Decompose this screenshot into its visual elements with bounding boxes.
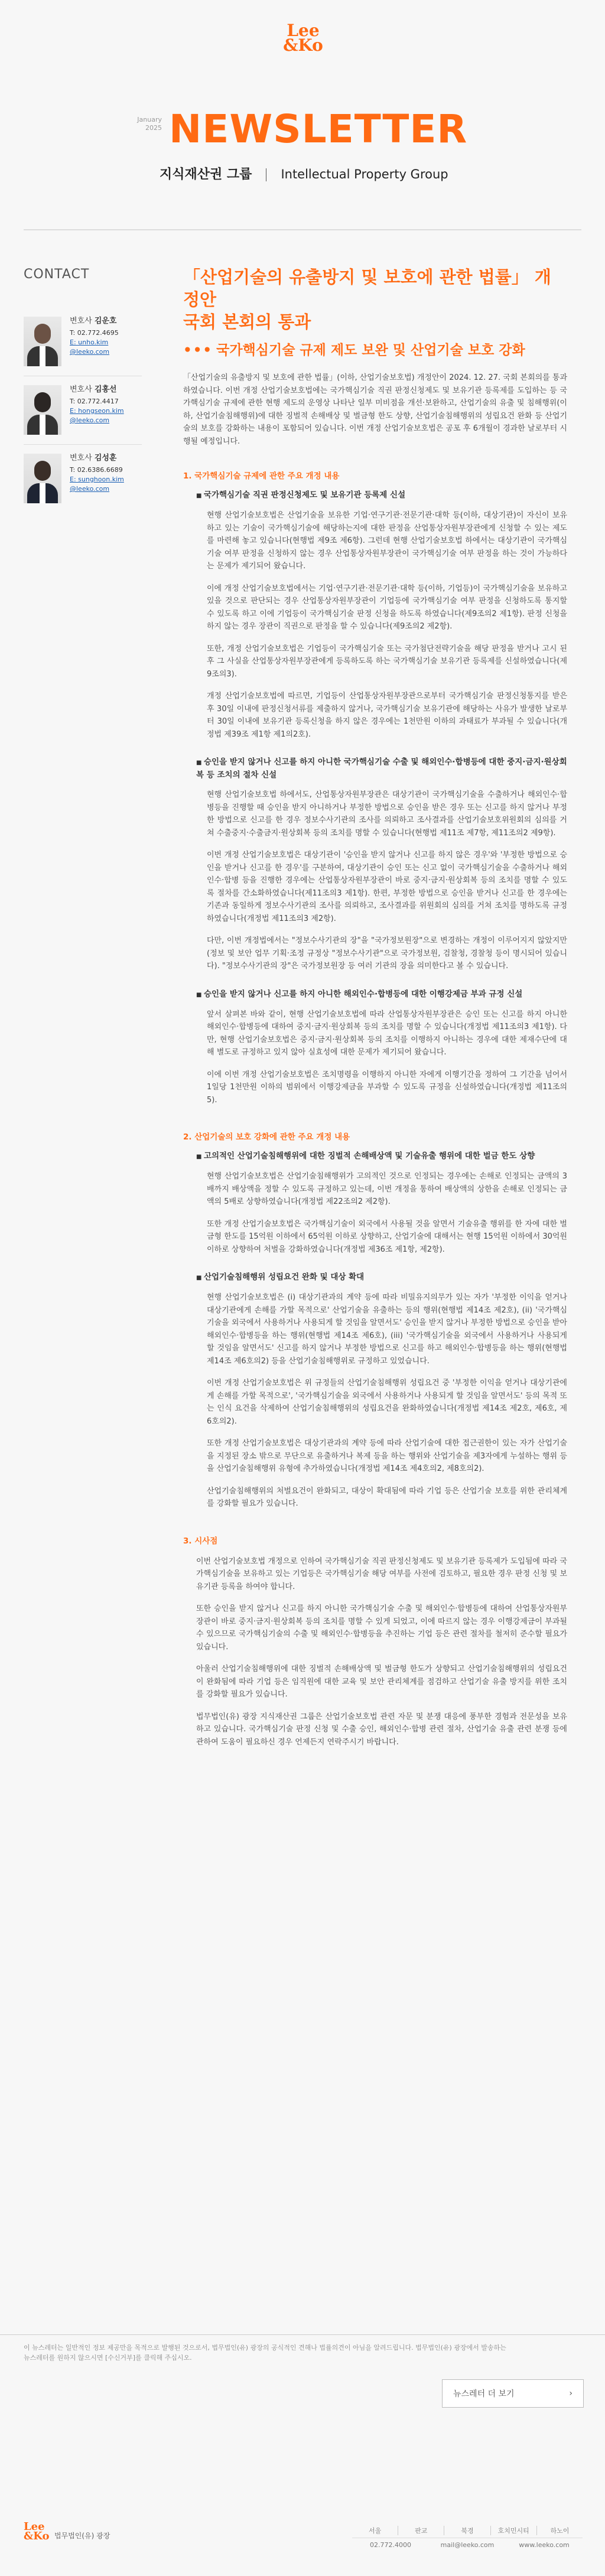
section-heading: 3. 시사점: [183, 1536, 218, 1546]
article-subheadline: ••• 국가핵심기술 규제 제도 보완 및 산업기술 보호 강화: [183, 343, 525, 358]
lawyer-email-link[interactable]: E: sunghoon.kim: [70, 476, 124, 483]
header-divider: [24, 229, 581, 230]
lawyer-photo: [24, 317, 61, 366]
footer-logo[interactable]: Lee &Ko: [24, 2520, 50, 2542]
issue-date: January 2025: [137, 116, 162, 132]
bullet-heading: ■ 고의적인 산업기술침해행위에 대한 징벌적 손해배상액 및 기술유출 행위에 대한 벌금 한도 상향: [196, 1150, 567, 1163]
footer-contacts: [352, 2541, 583, 2549]
section-heading: 2. 산업기술의 보호 강화에 관한 주요 개정 내용: [183, 1132, 350, 1142]
newsletter-page: Lee &Ko January 2025 NEWSLETTER 지식재산권 그룹 Intellectual Property Group CONTACT 변호사 김운호 T: 02.772.4695 E: unho.kim @leeko.com 변호사 김홍선 T: 02.772.4417 E: hongseon.kim @leeko.com 변호사 김성훈 T: 02.6386.6689 E: sunghoon.kim @leeko.com 「산업기술의 유출방지 및 보호에 관한 법률」 개정안 국회 본회의 통과 ••• 국가핵심기술 규제 제도 보완 및 산업기술 보호 강화 「산업기술의 유출방지 및 보호에 관한 법률」(이하, 산업기술보호법) 개정안이 2024. 12. 27. 국회 본회의를 통과하였습니다. 이번 개정 산업기술보호법에는 국가핵심기술 직권 판정신청제도 및 보유기관 등록제를 도입하는 등 국가핵심기술 규제에 관한 현행 제도의 운영상 나타난 일부 미비점을 개선·보완하고, 산업기술의 유출 및 침해행위(이하, 산업기술침해행위)에 대한 징벌적 손해배상 및 벌금형 한도 상향, 산업기술침해행위의 성립요건 완화 등 산업기술의 보호를 강화하는 내용이 포함되어 있습니다. 이번 개정 산업기술보호법은 공포 후 6개월이 경과한 날로부터 시행될 예정입니다. 1. 국가핵심기술 규제에 관한 주요 개정 내용 ■ 국가핵심기술 직권 판정신청제도 및 보유기관 등록제 신설 현행 산업기술보호법은 산업기술을 보유한 기업·연구기관·전문기관·대학 등(이하, 대상기관)이 자신이 보유하고 있는 기술이 국가핵심기술에 해당하는지에 대한 판정을 산업통상자원부장관에게 신청할 수 있는 제도를 마련해 놓고 있습니다(현행법 제9조 제6항). 그런데 현행 산업기술보호법 하에서는 대상기관이 국가핵심기술 여부 판정을 신청하지 않는 경우 산업통상자원부장관이 국가핵심기술 여부 판정을 하는 것이 가능하다는 문제가 제기되어 왔습니다. 이에 개정 산업기술보호법에서는 기업·연구기관·전문기관·대학 등(이하, 기업등)이 국가핵심기술을 보유하고 있을 것으로 판단되는 경우 산업통상자원부장관이 기업등에 국가핵심기술 여부 판정을 신청하도록 통지할 수 있도록 하고 이에 기업등이 국가핵심기술 판정 신청을 하도록 하였습니다(제9조의2 제1항). 판정 신청을 하지 않는 경우 장관이 직권으로 판정을 할 수 있습니다(제9조의2 제2항). 또한, 개정 산업기술보호법은 기업등이 국가핵심기술 또는 국가첨단전략기술을 해당 판정을 받거나 고시 된 후 그 사실을 산업통상자원부장관에게 등록하도록 하는 국가핵심기술 보유기관 등록제를 신설하였습니다(제9조의3). 개정 산업기술보호법에 따르면, 기업등이 산업통상자원부장관으로부터 국가핵심기술 판정신청통지를 받은 후 30일 이내에 판정신청서류를 제출하지 않거나, 국가핵심기술 보유기관에 해당하는 사유가 발생한 날로부터 30일 이내에 보유기관 등록신청을 하지 않은 경우에는 1천만원 이하의 과태료가 부과될 수 있습니다(개정법 제39조 제1항 제1의2호). ■ 승인을 받지 않거나 신고를 하지 아니한 국가핵심기술 수출 및 해외인수·합병등에 대한 중지·금지·원상회복 등 조치의 절차 신설 현행 산업기술보호법 하에서도, 산업통상자원부장관은 대상기관이 국가핵심기술을 수출하거나 해외인수·합병등을 진행할 때 승인을 받지 아니하거나 부정한 방법으로 승인을 받은 경우 또는 신고를 하지 않거나 부정한 방법으로 신고를 한 경우 정보수사기관의 조사를 의뢰하고 조사결과를 산업기술보호위원회의 심의를 거쳐 수출중지·수출금지·원상회복 등의 조치를 명할 수 있습니다(현행법 제11조 제7항, 제11조의2 제9항). 이번 개정 산업기술보호법은 대상기관이 '승인을 받지 않거나 신고를 하지 않은 경우'와 '부정한 방법으로 승인을 받거나 신고를 한 경우'를 구분하여, 대상기관이 승인 또는 신고 없이 국가핵심기술을 수출하거나 해외인수·합병 등을 진행한 경우에는 산업통상자원부장관이 바로 중지·금지·원상회복 등의 조치를 명할 수 있도록 절차를 간소화하였습니다(제11조의3 제1항). 한편, 부정한 방법으로 승인을 받거나 신고를 한 경우에는 기존과 동일하게 정보수사기관의 조사를 의뢰하고, 조사결과를 위원회의 심의를 거쳐 조치를 명하도록 규정하였습니다(개정법 제11조의3 제2항). 다만, 이번 개정법에서는 "정보수사기관의 장"을 "국가정보원장"으로 변경하는 개정이 이루어지지 않았지만(정보 및 보안 업무 기획·조정 규정상 "정보수사기관"으로 국가정보원, 검찰청, 경찰청 등이 명시되어 있습니다). "정보수사기관의 장"은 국가정보원장 등 여러 기관의 장을 의미한다고 볼 수 있습니다. ■ 승인을 받지 않거나 신고를 하지 아니한 해외인수·합병등에 대한 이행강제금 부과 규정 신설 앞서 살펴본 바와 같이, 현행 산업기술보호법에 따라 산업통상자원부장관은 승인 또는 신고를 하지 아니한 해외인수·합병등에 대하여 중지·금지·원상회복 등의 조치를 명할 수 있습니다(개정법 제11조의3 제1항). 다만, 현행 산업기술보호법은 중지·금지·원상회복 등의 조치를 이행하지 아니하는 경우에 대한 제재수단에 대해 별도로 규정하고 있지 않아 실효성에 대한 문제가 제기되어 왔습니다. 이에 이번 개정 산업기술보호법은 조치명령을 이행하지 아니한 자에게 이행기간을 정하여 그 기간을 넘어서 1일당 1천만원 이하의 범위에서 이행강제금을 부과할 수 있도록 규정을 신설하였습니다(개정법 제11조의5). 2. 산업기술의 보호 강화에 관한 주요 개정 내용 ■ 고의적인 산업기술침해행위에 대한 징벌적 손해배상액 및 기술유출 행위에 대한 벌금 한도 상향 현행 산업기술보호법은 산업기술침해행위가 고의적인 것으로 인정되는 경우에는 손해로 인정되는 금액의 3배까지 배상액을 정할 수 있도록 규정하고 있는데, 이번 개정을 통하여 배상액의 상한을 손해로 인정되는 금액의 5배로 상향하였습니다(개정법 제22조의2 제2항). 또한 개정 산업기술보호법은 국가핵심기술이 외국에서 사용될 것을 알면서 기술유출 행위를 한 자에 대한 벌금형 한도를 15억원 이하에서 65억원 이하로 상향하고, 산업기술에 대해서는 현행 15억원 이하에서 30억원 이하로 상향하여 처벌을 강화하였습니다(개정법 제36조 제1항, 제2항). ■ 산업기술침해행위 성립요건 완화 및 대상 확대 현행 산업기술보호법은 (i) 대상기관과의 계약 등에 따라 비밀유지의무가 있는 자가 '부정한 이익을 얻거나 대상기관에게 손해를 가할 목적으로' 산업기술을 유출하는 등의 행위(현행법 제14조 제2호), (ii) '국가핵심기술을 외국에서 사용하거나 사용되게 할 것임을 알면서도' 승인을 받지 않거나 부정한 방법으로 승인을 받아 해외인수·합병등을 하는 행위(현행법 제14조 제6호), (iii) '국가핵심기술을 외국에서 사용하거나 사용되게 할 것임을 알면서도' 신고를 하지 않거나 부정한 방법으로 신고를 하고 해외인수·합병등을 하는 행위(현행법 제14조 제6호의2) 등을 산업기술침해행위로 규정하고 있었습니다. 이번 개정 산업기술보호법은 위 규정들의 산업기술침해행위 성립요건 중 '부정한 이익을 얻거나 대상기관에게 손해를 가할 목적으로', '국가핵심기술을 외국에서 사용하거나 사용되게 할 것임을 알면서도' 등의 목적 또는 인식 요건을 삭제하여 산업기술침해행위의 성립요건을 완화하였습니다(개정법 제14조 제2호, 제6호, 제6호의2). 또한 개정 산업기술보호법은 대상기관과의 계약 등에 따라 산업기술에 대한 접근권한이 있는 자가 산업기술을 지정된 장소 밖으로 무단으로 유출하거나 복제 등을 하는 행위와 산업기술을 제3자에게 누설하는 행위 등을 산업기술침해행위 유형에 추가하였습니다(개정법 제14조 제4호의2, 제8호의2). 산업기술침해행위의 처벌요건이 완화되고, 대상이 확대됨에 따라 기업 등은 산업기술 보호를 위한 관리체계를 강화할 필요가 있습니다. 3. 시사점 이번 산업기술보호법 개정으로 인하여 국가핵심기술 직권 판정신청제도 및 보유기관 등록제가 도입됨에 따라 국가핵심기술을 보유하고 있는 기업등은 국가핵심기술 해당 여부를 사전에 검토하고, 필요한 경우 판정 신청 및 보유기관 등록을 하여야 합니다. 또한 승인을 받지 않거나 신고를 하지 아니한 국가핵심기술 수출 및 해외인수·합병등에 대하여 산업통상자원부장관이 바로 중지·금지·원상회복 등의 조치를 명할 수 있게 되었고, 이에 따르지 않는 경우 이행강제금이 부과될 수 있으므로 국가핵심기술의 수출 및 해외인수·합병등을 추진하는 기업 등은 관련 절차를 철저히 준수할 필요가 있습니다. 아울러 산업기술침해행위에 대한 징벌적 손해배상액 및 벌금형 한도가 상향되고 산업기술침해행위의 성립요건이 완화됨에 따라 기업 등은 임직원에 대한 교육 및 보안 관리체계를 점검하고 산업기술 유출 방지를 위한 조치를 강화할 필요가 있습니다. 법무법인(유) 광장 지식재산권 그룹은 산업기술보호법 관련 자문 및 분쟁 대응에 풍부한 경험과 전문성을 보유하고 있습니다. 국가핵심기술 판정 신청 및 수출 승인, 해외인수·합병 관련 절차, 산업기술 유출 관련 분쟁 등에 관하여 도움이 필요하신 경우 언제든지 연락주시기 바랍니다. 이 뉴스레터는 일반적인 정보 제공만을 목적으로 발행된 것으로서, 법무법인(유) 광장의 공식적인 견해나 법률의견이 아님을 알려드립니다. 법무법인(유) 광장에서 발송하는 뉴스레터를 원하지 않으시면 [수신거부]를 클릭해 주십시오. 뉴스레터 더 보기 › Lee &Ko 법무법인(유) 광장 서울 판교 북경 호치민시티 하노이 02.772.4000 mail@leeko.com www.leeko.com: [0, 0, 605, 2576]
unsubscribe-link[interactable]: 뉴스레터를 원하지 않으시면 [수신거부]를 클릭해 주십시오.: [24, 2354, 192, 2362]
footer-divider: [0, 2334, 605, 2335]
lawyer-email-link[interactable]: E: hongseon.kim: [70, 407, 124, 415]
lee-ko-logo[interactable]: Lee &Ko: [283, 21, 323, 55]
lawyer-email-link[interactable]: E: unho.kim: [70, 338, 109, 346]
contact-divider: [24, 444, 142, 445]
lawyer-photo: [24, 454, 61, 503]
bullet-heading: ■ 산업기술침해행위 성립요건 완화 및 대상 확대: [196, 1271, 567, 1284]
lawyer-photo: [24, 385, 61, 435]
office-link[interactable]: 북경: [444, 2526, 490, 2535]
section-heading: 1. 국가핵심기술 규제에 관한 주요 개정 내용: [183, 471, 340, 481]
newsletter-title: NEWSLETTER: [169, 106, 468, 152]
intro-paragraph: 「산업기술의 유출방지 및 보호에 관한 법률」(이하, 산업기술보호법) 개정안이 2024. 12. 27. 국회 본회의를 통과하였습니다. 이번 개정 산업기술보호법에는 국가핵심기술 직권 판정신청제도 및 보유기관 등록제를 도입하는 등 국가핵심기술 규제에 관한 현행 제도의 운영상 나타난 일부 미비점을 개선·보완하고, 산업기술의 유출 및 침해행위(이하, 산업기술침해행위)에 대한 징벌적 손해배상 및 벌금형 한도 상향, 산업기술침해행위의 성립요건 완화 등 산업기술의 보호를 강화하는 내용이 포함되어 있습니다. 이번 개정 산업기술보호법은 공포 후 6개월이 경과한 날로부터 시행될 예정입니다.: [183, 373, 567, 446]
website-link[interactable]: www.leeko.com: [519, 2541, 570, 2549]
article-body: 「산업기술의 유출방지 및 보호에 관한 법률」 개정안 국회 본회의 통과 ••• 국가핵심기술 규제 제도 보완 및 산업기술 보호 강화 「산업기술의 유출방지 및 보호에 관한 법률」(이하, 산업기술보호법) 개정안이 2024. 12. 27. 국회 본회의를 통과하였습니다. 이번 개정 산업기술보호법에는 국가핵심기술 직권 판정신청제도 및 보유기관 등록제를 도입하는 등 국가핵심기술 규제에 관한 현행 제도의 운영상 나타난 일부 미비점을 개선·보완하고, 산업기술의 유출 및 침해행위(이하, 산업기술침해행위)에 대한 징벌적 손해배상 및 벌금형 한도 상향, 산업기술침해행위의 성립요건 완화 등 산업기술의 보호를 강화하는 내용이 포함되어 있습니다. 이번 개정 산업기술보호법은 공포 후 6개월이 경과한 날로부터 시행될 예정입니다. 1. 국가핵심기술 규제에 관한 주요 개정 내용 ■ 국가핵심기술 직권 판정신청제도 및 보유기관 등록제 신설 현행 산업기술보호법은 산업기술을 보유한 기업·연구기관·전문기관·대학 등(이하, 대상기관)이 자신이 보유하고 있는 기술이 국가핵심기술에 해당하는지에 대한 판정을 산업통상자원부장관에게 신청할 수 있는 제도를 마련해 놓고 있습니다(현행법 제9조 제6항). 그런데 현행 산업기술보호법 하에서는 대상기관이 국가핵심기술 여부 판정을 신청하지 않는 경우 산업통상자원부장관이 국가핵심기술 여부 판정을 하는 것이 가능하다는 문제가 제기되어 왔습니다. 이에 개정 산업기술보호법에서는 기업·연구기관·전문기관·대학 등(이하, 기업등)이 국가핵심기술을 보유하고 있을 것으로 판단되는 경우 산업통상자원부장관이 기업등에 국가핵심기술 여부 판정을 신청하도록 통지할 수 있도록 하고 이에 기업등이 국가핵심기술 판정 신청을 하도록 하였습니다(제9조의2 제1항). 판정 신청을 하지 않는 경우 장관이 직권으로 판정을 할 수 있습니다(제9조의2 제2항). 또한, 개정 산업기술보호법은 기업등이 국가핵심기술 또는 국가첨단전략기술을 해당 판정을 받거나 고시 된 후 그 사실을 산업통상자원부장관에게 등록하도록 하는 국가핵심기술 보유기관 등록제를 신설하였습니다(제9조의3). 개정 산업기술보호법에 따르면, 기업등이 산업통상자원부장관으로부터 국가핵심기술 판정신청통지를 받은 후 30일 이내에 판정신청서류를 제출하지 않거나, 국가핵심기술 보유기관에 해당하는 사유가 발생한 날로부터 30일 이내에 보유기관 등록신청을 하지 않은 경우에는 1천만원 이하의 과태료가 부과될 수 있습니다(개정법 제39조 제1항 제1의2호). ■ 승인을 받지 않거나 신고를 하지 아니한 국가핵심기술 수출 및 해외인수·합병등에 대한 중지·금지·원상회복 등 조치의 절차 신설 현행 산업기술보호법 하에서도, 산업통상자원부장관은 대상기관이 국가핵심기술을 수출하거나 해외인수·합병등을 진행할 때 승인을 받지 아니하거나 부정한 방법으로 승인을 받은 경우 또는 신고를 하지 않거나 부정한 방법으로 신고를 한 경우 정보수사기관의 조사를 의뢰하고 조사결과를 산업기술보호위원회의 심의를 거쳐 수출중지·수출금지·원상회복 등의 조치를 명할 수 있습니다(현행법 제11조 제7항, 제11조의2 제9항). 이번 개정 산업기술보호법은 대상기관이 '승인을 받지 않거나 신고를 하지 않은 경우'와 '부정한 방법으로 승인을 받거나 신고를 한 경우'를 구분하여, 대상기관이 승인 또는 신고 없이 국가핵심기술을 수출하거나 해외인수·합병 등을 진행한 경우에는 산업통상자원부장관이 바로 중지·금지·원상회복 등의 조치를 명할 수 있도록 절차를 간소화하였습니다(제11조의3 제1항). 한편, 부정한 방법으로 승인을 받거나 신고를 한 경우에는 기존과 동일하게 정보수사기관의 조사를 의뢰하고, 조사결과를 위원회의 심의를 거쳐 조치를 명하도록 규정하였습니다(개정법 제11조의3 제2항). 다만, 이번 개정법에서는 "정보수사기관의 장"을 "국가정보원장"으로 변경하는 개정이 이루어지지 않았지만(정보 및 보안 업무 기획·조정 규정상 "정보수사기관"으로 국가정보원, 검찰청, 경찰청 등이 명시되어 있습니다). "정보수사기관의 장"은 국가정보원장 등 여러 기관의 장을 의미한다고 볼 수 있습니다. ■ 승인을 받지 않거나 신고를 하지 아니한 해외인수·합병등에 대한 이행강제금 부과 규정 신설 앞서 살펴본 바와 같이, 현행 산업기술보호법에 따라 산업통상자원부장관은 승인 또는 신고를 하지 아니한 해외인수·합병등에 대하여 중지·금지·원상회복 등의 조치를 명할 수 있습니다(개정법 제11조의3 제1항). 다만, 현행 산업기술보호법은 중지·금지·원상회복 등의 조치를 이행하지 아니하는 경우에 대한 제재수단에 대해 별도로 규정하고 있지 않아 실효성에 대한 문제가 제기되어 왔습니다. 이에 이번 개정 산업기술보호법은 조치명령을 이행하지 아니한 자에게 이행기간을 정하여 그 기간을 넘어서 1일당 1천만원 이하의 범위에서 이행강제금을 부과할 수 있도록 규정을 신설하였습니다(개정법 제11조의5). 2. 산업기술의 보호 강화에 관한 주요 개정 내용 ■ 고의적인 산업기술침해행위에 대한 징벌적 손해배상액 및 기술유출 행위에 대한 벌금 한도 상향 현행 산업기술보호법은 산업기술침해행위가 고의적인 것으로 인정되는 경우에는 손해로 인정되는 금액의 3배까지 배상액을 정할 수 있도록 규정하고 있는데, 이번 개정을 통하여 배상액의 상한을 손해로 인정되는 금액의 5배로 상향하였습니다(개정법 제22조의2 제2항). 또한 개정 산업기술보호법은 국가핵심기술이 외국에서 사용될 것을 알면서 기술유출 행위를 한 자에 대한 벌금형 한도를 15억원 이하에서 65억원 이하로 상향하고, 산업기술에 대해서는 현행 15억원 이하에서 30억원 이하로 상향하여 처벌을 강화하였습니다(개정법 제36조 제1항, 제2항). ■ 산업기술침해행위 성립요건 완화 및 대상 확대 현행 산업기술보호법은 (i) 대상기관과의 계약 등에 따라 비밀유지의무가 있는 자가 '부정한 이익을 얻거나 대상기관에게 손해를 가할 목적으로' 산업기술을 유출하는 등의 행위(현행법 제14조 제2호), (ii) '국가핵심기술을 외국에서 사용하거나 사용되게 할 것임을 알면서도' 승인을 받지 않거나 부정한 방법으로 승인을 받아 해외인수·합병등을 하는 행위(현행법 제14조 제6호), (iii) '국가핵심기술을 외국에서 사용하거나 사용되게 할 것임을 알면서도' 신고를 하지 않거나 부정한 방법으로 신고를 하고 해외인수·합병등을 하는 행위(현행법 제14조 제6호의2) 등을 산업기술침해행위로 규정하고 있었습니다. 이번 개정 산업기술보호법은 위 규정들의 산업기술침해행위 성립요건 중 '부정한 이익을 얻거나 대상기관에게 손해를 가할 목적으로', '국가핵심기술을 외국에서 사용하거나 사용되게 할 것임을 알면서도' 등의 목적 또는 인식 요건을 삭제하여 산업기술침해행위의 성립요건을 완화하였습니다(개정법 제14조 제2호, 제6호, 제6호의2). 또한 개정 산업기술보호법은 대상기관과의 계약 등에 따라 산업기술에 대한 접근권한이 있는 자가 산업기술을 지정된 장소 밖으로 무단으로 유출하거나 복제 등을 하는 행위와 산업기술을 제3자에게 누설하는 행위 등을 산업기술침해행위 유형에 추가하였습니다(개정법 제14조 제4호의2, 제8호의2). 산업기술침해행위의 처벌요건이 완화되고, 대상이 확대됨에 따라 기업 등은 산업기술 보호를 위한 관리체계를 강화할 필요가 있습니다. 3. 시사점 이번 산업기술보호법 개정으로 인하여 국가핵심기술 직권 판정신청제도 및 보유기관 등록제가 도입됨에 따라 국가핵심기술을 보유하고 있는 기업등은 국가핵심기술 해당 여부를 사전에 검토하고, 필요한 경우 판정 신청 및 보유기관 등록을 하여야 합니다. 또한 승인을 받지 않거나 신고를 하지 아니한 국가핵심기술 수출 및 해외인수·합병등에 대하여 산업통상자원부장관이 바로 중지·금지·원상회복 등의 조치를 명할 수 있게 되었고, 이에 따르지 않는 경우 이행강제금이 부과될 수 있으므로 국가핵심기술의 수출 및 해외인수·합병등을 추진하는 기업 등은 관련 절차를 철저히 준수할 필요가 있습니다. 아울러 산업기술침해행위에 대한 징벌적 손해배상액 및 벌금형 한도가 상향되고 산업기술침해행위의 성립요건이 완화됨에 따라 기업 등은 임직원에 대한 교육 및 보안 관리체계를 점검하고 산업기술 유출 방지를 위한 조치를 강화할 필요가 있습니다. 법무법인(유) 광장 지식재산권 그룹은 산업기술보호법 관련 자문 및 분쟁 대응에 풍부한 경험과 전문성을 보유하고 있습니다. 국가핵심기술 판정 신청 및 수출 승인, 해외인수·합병 관련 절차, 산업기술 유출 관련 분쟁 등에 관하여 도움이 필요하신 경우 언제든지 연락주시기 바랍니다.: [183, 266, 567, 1748]
office-link[interactable]: 판교: [398, 2526, 444, 2535]
contact-heading: CONTACT: [24, 267, 90, 282]
disclaimer: 이 뉴스레터는 일반적인 정보 제공만을 목적으로 발행된 것으로서, 법무법인(유) 광장의 공식적인 견해나 법률의견이 아님을 알려드립니다. 법무법인(유) 광장에서 발송하는 뉴스레터를 원하지 않으시면 [수신거부]를 클릭해 주십시오.: [24, 2343, 579, 2363]
office-link[interactable]: 서울: [368, 2527, 382, 2535]
office-link[interactable]: 호치민시티: [490, 2526, 536, 2535]
email-link[interactable]: mail@leeko.com: [440, 2541, 495, 2549]
more-newsletters-button[interactable]: 뉴스레터 더 보기 ›: [442, 2379, 584, 2408]
group-subtitle: 지식재산권 그룹 Intellectual Property Group: [160, 167, 448, 182]
office-link[interactable]: 하노이: [536, 2526, 583, 2535]
bullet-heading: ■ 국가핵심기술 직권 판정신청제도 및 보유기관 등록제 신설: [196, 489, 567, 502]
bullet-heading: ■ 승인을 받지 않거나 신고를 하지 아니한 해외인수·합병등에 대한 이행강제금 부과 규정 신설: [196, 988, 567, 1001]
chevron-right-icon: ›: [569, 2389, 573, 2398]
bullet-heading: ■ 승인을 받지 않거나 신고를 하지 아니한 국가핵심기술 수출 및 해외인수·합병등에 대한 중지·금지·원상회복 등 조치의 절차 신설: [196, 756, 567, 781]
article-headline: 「산업기술의 유출방지 및 보호에 관한 법률」 개정안 국회 본회의 통과: [183, 267, 551, 332]
firm-name: 법무법인(유) 광장: [54, 2532, 110, 2540]
phone-number: 02.772.4000: [370, 2541, 411, 2549]
office-nav: [352, 2526, 583, 2535]
